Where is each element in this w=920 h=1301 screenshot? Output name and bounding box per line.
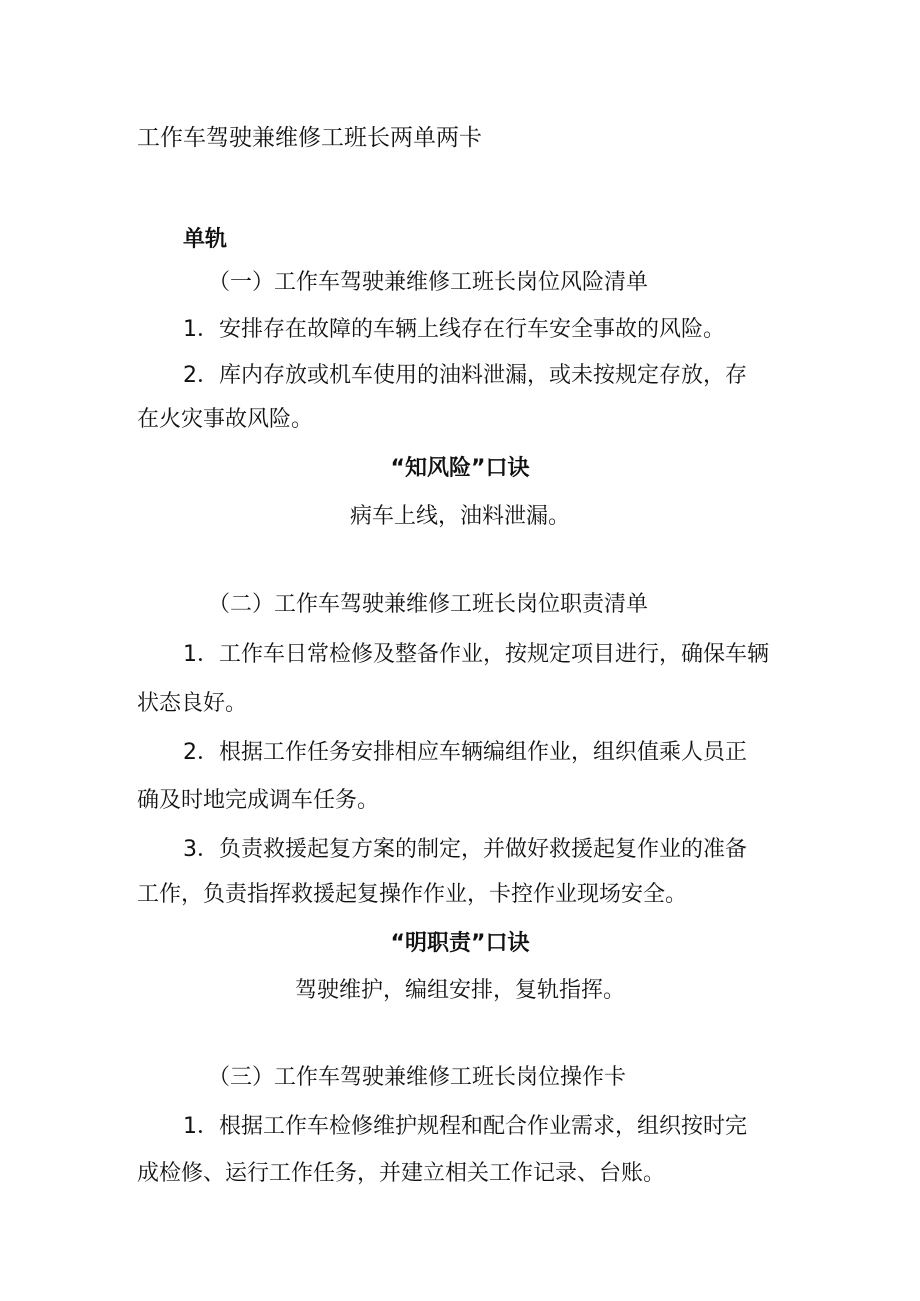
list-item: 1．安排存在故障的车辆上线存在行车安全事故的风险。 [183,317,725,342]
list-item: 2．库内存放或机车使用的油料泄漏，或未按规定存放，存 [183,363,747,388]
list-item-continuation: 在火灾事故风险。 [137,407,314,432]
list-item: 3．负责救援起复方案的制定，并做好救援起复作业的准备 [183,837,747,862]
department-label: 单轨 [183,227,228,252]
list-item: 1．工作车日常检修及整备作业，按规定项目进行，确保车辆 [183,642,769,667]
list-item-continuation: 状态良好。 [137,691,248,716]
section-heading: （三）工作车驾驶兼维修工班长岗位操作卡 [208,1065,627,1090]
list-item: 1．根据工作车检修维护规程和配合作业需求，组织按时完 [183,1114,747,1139]
list-item: 2．根据工作任务安排相应车辆编组作业，组织值乘人员正 [183,740,747,765]
mnemonic-text: 病车上线，油料泄漏。 [349,504,570,529]
list-item-continuation: 确及时地完成调车任务。 [137,788,380,813]
list-item-continuation: 成检修、运行工作任务，并建立相关工作记录、台账。 [137,1161,666,1186]
mnemonic-title: “知风险”口诀 [390,456,530,481]
document-title: 工作车驾驶兼维修工班长两单两卡 [137,125,482,151]
list-item-continuation: 工作，负责指挥救援起复操作作业，卡控作业现场安全。 [137,882,688,907]
mnemonic-text: 驾驶维护，编组安排，复轨指挥。 [294,978,625,1003]
section-heading: （二）工作车驾驶兼维修工班长岗位职责清单 [208,592,649,617]
section-heading: （一）工作车驾驶兼维修工班长岗位风险清单 [208,270,649,295]
mnemonic-title: “明职责”口诀 [390,931,530,956]
